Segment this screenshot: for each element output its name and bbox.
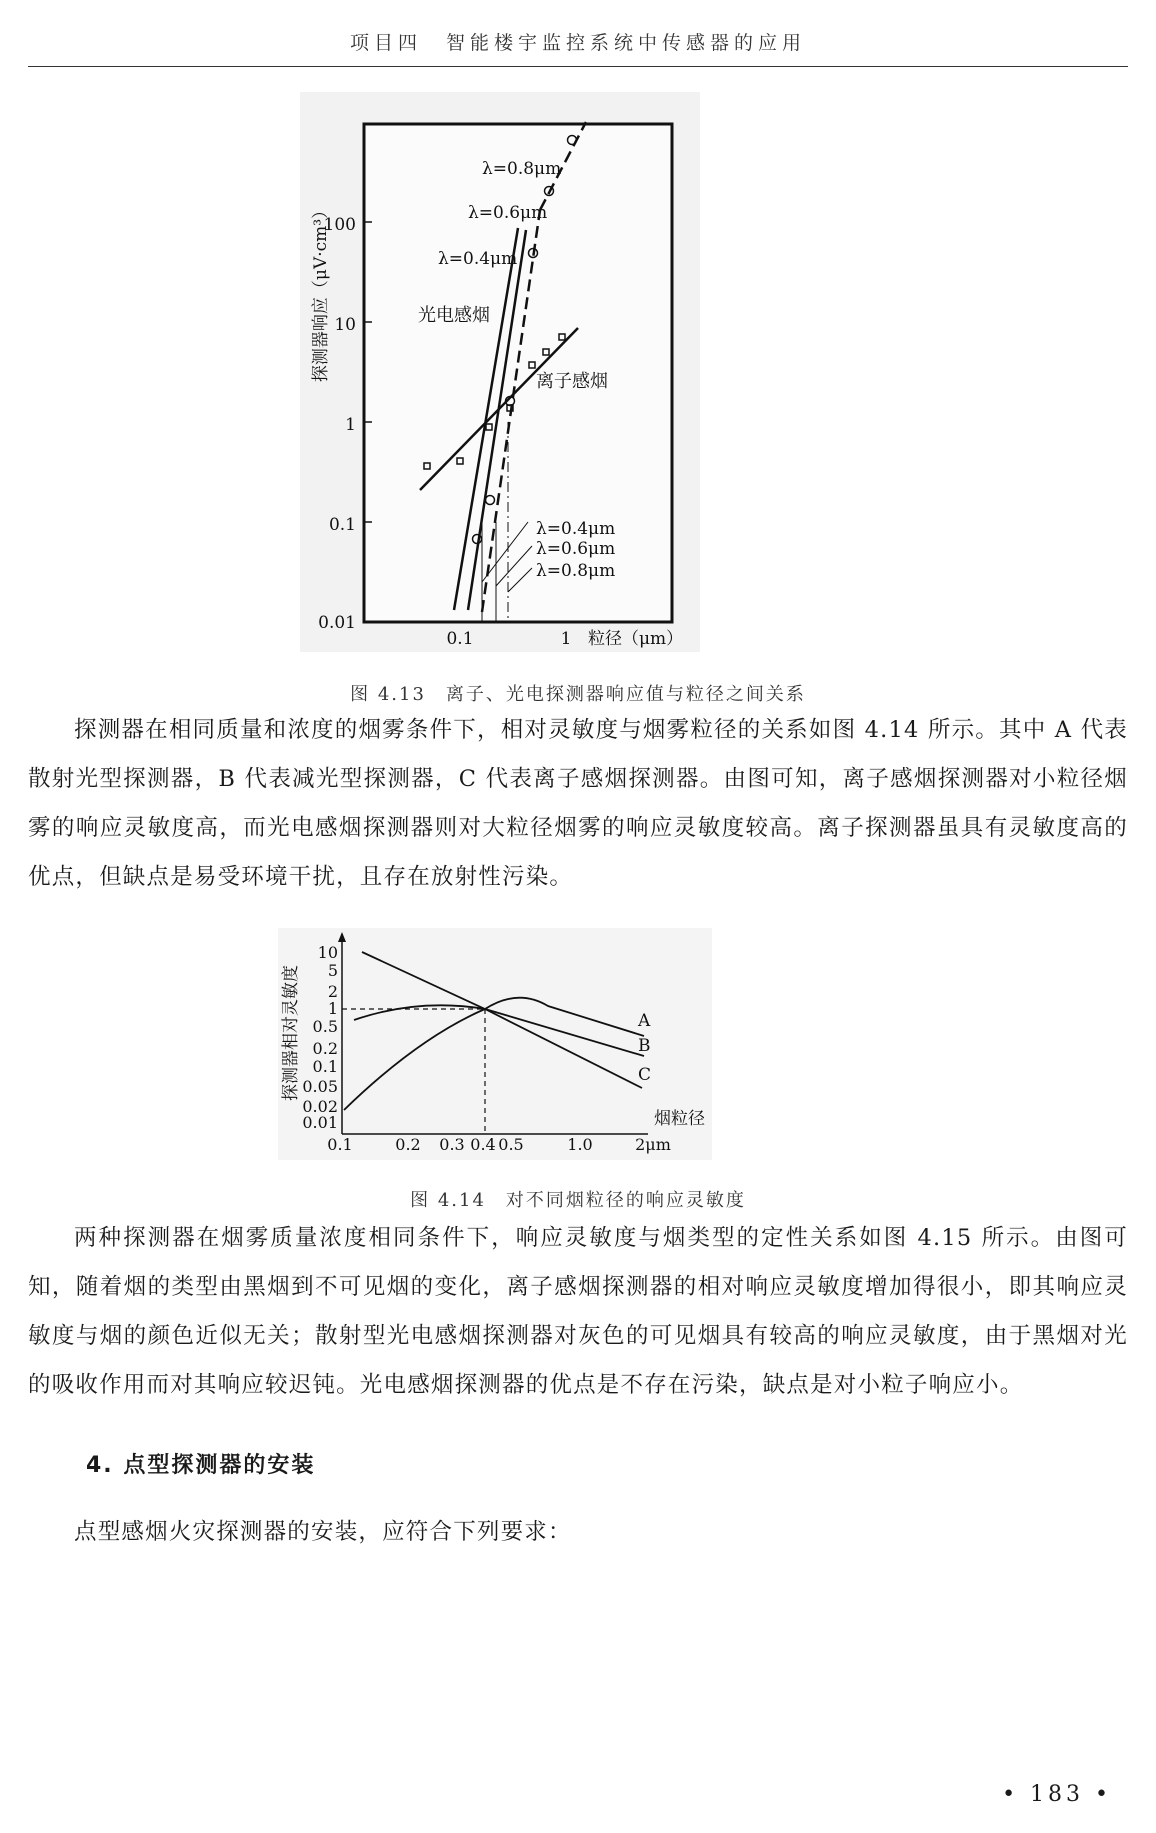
paragraph-1: 探测器在相同质量和浓度的烟雾条件下，相对灵敏度与烟雾粒径的关系如图 4.14 所示。其中 A 代表散射光型探测器，B 代表减光型探测器，C 代表离子感烟探测器。由图可知，离子感烟探测器对小粒径烟雾的响应灵敏度高，而光电感烟探测器则对大粒径烟雾的响应灵敏度较高。离子探测器虽具有灵敏度高的优点，但缺点是易受环境干扰，且存在放射性污染。: [28, 717, 1128, 890]
y-tick-label: 2: [327, 982, 338, 1001]
section-title: 4. 点型探测器的安装: [86, 1453, 316, 1478]
curve-label-b: B: [638, 1036, 651, 1056]
y-tick-label: 0.01: [302, 1113, 338, 1132]
header-rule: [28, 66, 1128, 67]
figure-4-14: [278, 928, 712, 1160]
x-tick-label: 1: [560, 629, 572, 649]
y-tick-label: 1: [327, 999, 338, 1018]
x-tick-label: 0.1: [446, 629, 474, 649]
y-tick-label: 5: [327, 961, 338, 980]
figure-4-14-plot: [278, 928, 712, 1160]
y-tick-label: 0.2: [312, 1039, 338, 1058]
photo-label: 光电感烟: [418, 305, 490, 326]
lambda-label: λ=0.4μm: [438, 249, 518, 269]
y-tick-label: 0.02: [302, 1097, 338, 1116]
y-tick-label: 0.1: [312, 1057, 338, 1076]
x-tick-label: 0.4: [470, 1135, 496, 1154]
y-tick-label: 0.1: [328, 515, 356, 535]
lambda-label: λ=0.6μm: [468, 203, 548, 223]
plot-frame: [364, 124, 672, 622]
running-header: 项目四 智能楼宇监控系统中传感器的应用: [349, 32, 806, 54]
paragraph-2: 两种探测器在烟雾质量浓度相同条件下，响应灵敏度与烟类型的定性关系如图 4.15 所示。由图可知，随着烟的类型由黑烟到不可见烟的变化，离子感烟探测器的相对响应灵敏度增加得很小，即其响应灵敏度与烟的颜色近似无关；散射型光电感烟探测器对灰色的可见烟具有较高的响应灵敏度，由于黑烟对光的吸收作用而对其响应较迟钝。光电感烟探测器的优点是不存在污染，缺点是对小粒子响应小。: [28, 1225, 1128, 1398]
y-tick-label: 10: [317, 943, 338, 962]
x-tick-label: 0.3: [439, 1135, 465, 1154]
figure-4-13-plot: [300, 92, 700, 652]
lambda-label: λ=0.4μm: [536, 519, 616, 539]
y-tick-label: 0.01: [318, 613, 356, 633]
x-axis-label: 粒径（μm）: [588, 629, 684, 649]
lambda-label: λ=0.6μm: [536, 539, 616, 559]
x-tick-label: 2μm: [635, 1135, 671, 1154]
y-tick-label: 0.05: [302, 1077, 338, 1096]
figure-4-13-caption: 图 4.13 离子、光电探测器响应值与粒径之间关系: [350, 684, 806, 705]
y-tick-label: 1: [345, 415, 356, 435]
x-tick-label: 0.1: [327, 1135, 353, 1154]
y-tick-label: 0.5: [312, 1017, 338, 1036]
ion-label: 离子感烟: [536, 371, 608, 392]
x-axis-label: 烟粒径: [654, 1109, 705, 1129]
y-axis-label: 探测器响应（μV·cm³）: [311, 201, 331, 383]
x-tick-label: 1.0: [567, 1135, 593, 1154]
lambda-label: λ=0.8μm: [482, 159, 562, 179]
curve-label-c: C: [638, 1065, 652, 1085]
y-axis-label: 探测器相对灵敏度: [281, 965, 301, 1101]
lambda-label: λ=0.8μm: [536, 561, 616, 581]
y-tick-label: 100: [323, 215, 356, 235]
figure-4-14-caption: 图 4.14 对不同烟粒径的响应灵敏度: [410, 1190, 746, 1211]
page-number: • 183 •: [1002, 1782, 1112, 1807]
x-tick-label: 0.5: [498, 1135, 524, 1154]
paragraph-3: 点型感烟火灾探测器的安装，应符合下列要求：: [74, 1519, 572, 1545]
x-tick-label: 0.2: [395, 1135, 421, 1154]
figure-4-13: [300, 92, 700, 652]
y-tick-label: 10: [334, 315, 356, 335]
curve-label-a: A: [638, 1011, 651, 1031]
